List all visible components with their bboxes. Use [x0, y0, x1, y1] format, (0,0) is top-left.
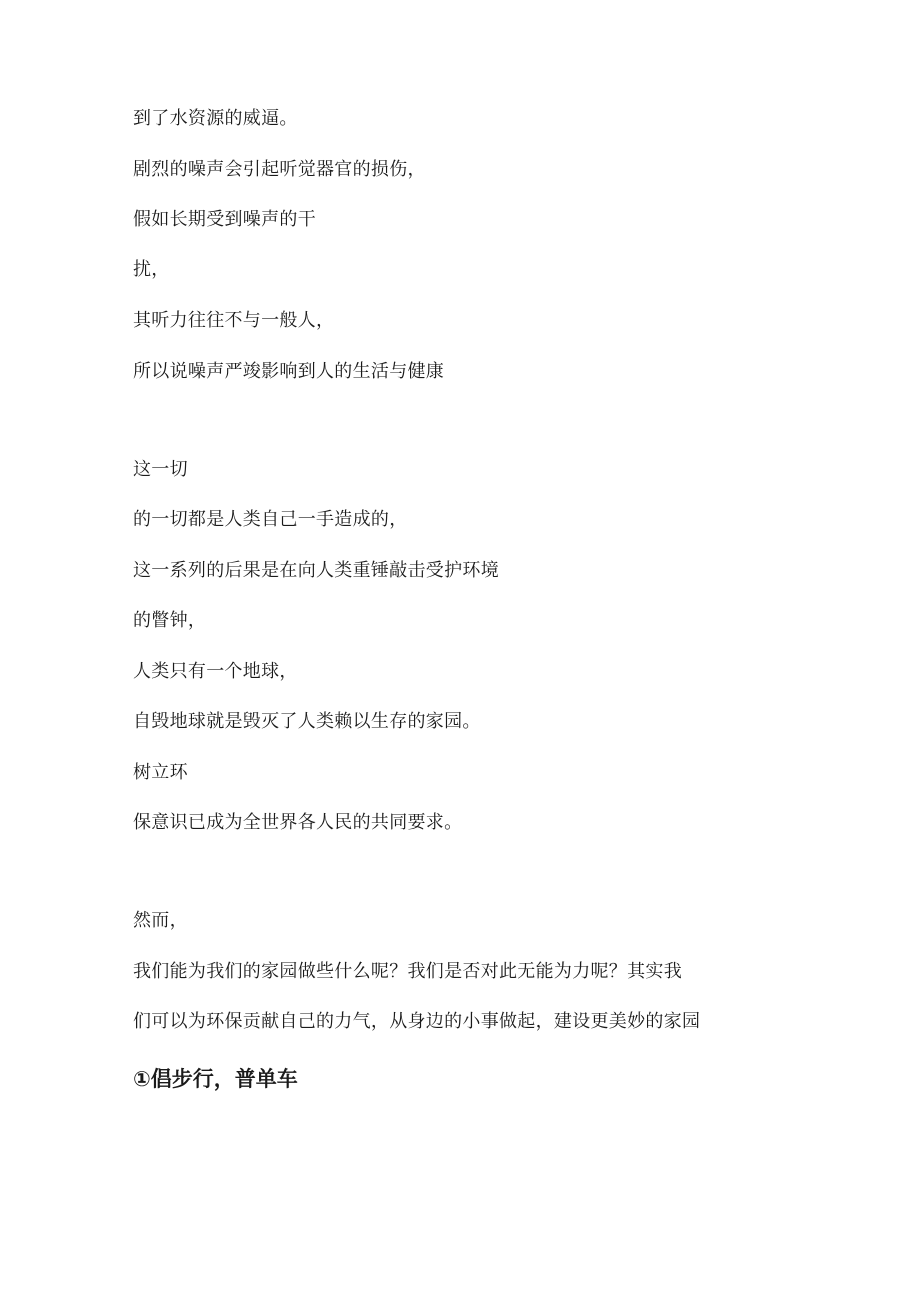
text-line: 剧烈的噪声会引起听觉器官的损伤， [133, 159, 426, 180]
text-line: 到了水资源的威逼。 [133, 108, 298, 129]
text-line: 其听力往往不与一般人， [133, 310, 335, 331]
text-line: 这一切 [133, 459, 188, 480]
text-line: 所以说噪声严竣影响到人的生活与健康 [133, 361, 445, 382]
text-line: 我们能为我们的家园做些什么呢？我们是否对此无能为力呢？其实我 [133, 961, 682, 982]
text-line: 保意识已成为全世界各人民的共同要求。 [133, 812, 463, 833]
text-line: 这一系列的后果是在向人类重锤敲击受护环境 [133, 560, 499, 581]
text-line: 然而， [133, 910, 188, 931]
text-line: 的瞥钟， [133, 610, 207, 631]
text-line: 假如长期受到噪声的干 [133, 209, 316, 230]
section-heading: ①倡步行，普单车 [133, 1067, 298, 1091]
text-line: 们可以为环保贡献自己的力气，从身边的小事做起，建设更美妙的家园 [133, 1011, 701, 1032]
text-line: 扰， [133, 259, 170, 280]
text-line: 人类只有一个地球， [133, 661, 298, 682]
text-line: 树立环 [133, 762, 188, 783]
text-line: 自毁地球就是毁灭了人类赖以生存的家园。 [133, 711, 481, 732]
text-line: 的一切都是人类自己一手造成的， [133, 509, 408, 530]
